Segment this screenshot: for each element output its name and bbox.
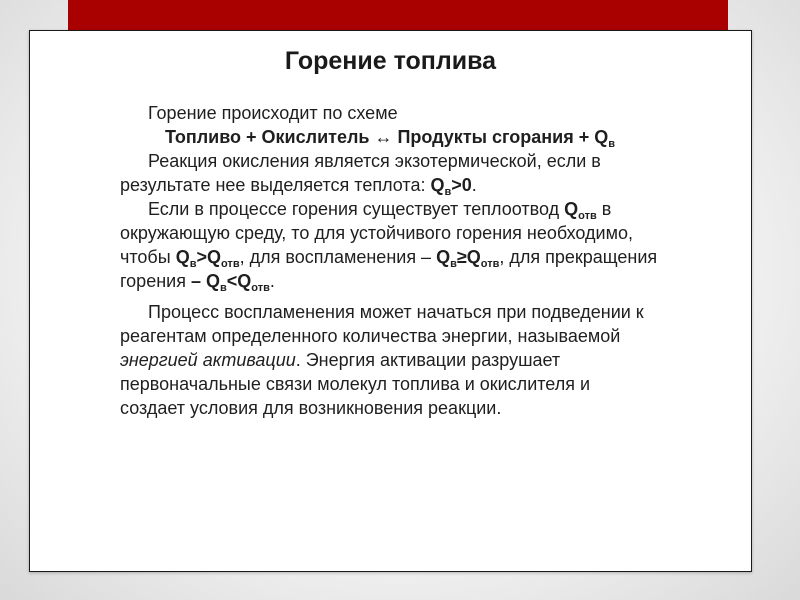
q-condition: >0 — [451, 175, 472, 195]
q-symbol: Q — [430, 175, 445, 195]
sentence-end: . — [269, 271, 275, 291]
paragraph-heat-removal — [120, 197, 660, 293]
stability-text: в окружающую среду, то для устойчивого горения необходимо, чтобы — [120, 199, 633, 267]
heat-removal-text: Если в процессе горения существует теплоотвод — [148, 199, 565, 219]
activation-text: Процесс воспламенения может начаться при подведении к реагентам определенного количества энергии, называемой — [120, 302, 644, 346]
slide-content — [120, 101, 660, 420]
q-comparison: <Q — [226, 271, 252, 291]
q-subscript: в — [450, 258, 457, 270]
slide-title: Горение топлива — [284, 47, 497, 75]
q-subscript: отв — [220, 258, 240, 270]
header-accent-bar — [68, 0, 728, 30]
activation-text-end: . Энергия активации разрушает первоначальные связи молекул топлива и окислителя и создает условия для возникновения реакции. — [120, 350, 591, 418]
slide-panel — [29, 30, 752, 572]
q-symbol: Q — [175, 247, 190, 267]
scheme-intro-text: Горение происходит по схеме — [148, 103, 398, 123]
q-comparison: ≥Q — [456, 247, 481, 267]
paragraph-scheme-intro — [120, 101, 660, 125]
q-subscript: в — [219, 282, 227, 294]
q-subscript: отв — [251, 282, 270, 294]
sentence-end: . — [471, 175, 477, 195]
reaction-scheme-text: Топливо + Окислитель ↔ Продукты сгорания + Q — [164, 127, 609, 147]
paragraph-activation-energy — [120, 300, 660, 420]
q-symbol: Q — [436, 247, 451, 267]
reaction-scheme-subscript: в — [608, 138, 615, 150]
q-symbol: – Q — [190, 271, 220, 291]
paragraph-reaction-scheme — [108, 125, 672, 149]
q-symbol: Q — [564, 199, 579, 219]
activation-energy-term: энергией активации — [120, 350, 296, 370]
q-subscript: отв — [480, 258, 500, 270]
q-subscript: отв — [578, 210, 597, 222]
exothermic-text: Реакция окисления является экзотермической, если в результате нее выделяется теплота: — [120, 151, 601, 195]
ignition-text: , для воспламенения – — [239, 247, 437, 267]
termination-text: , для прекращения горения — [120, 247, 658, 291]
q-comparison: >Q — [196, 247, 221, 267]
q-subscript: в — [189, 258, 197, 270]
q-subscript: в — [444, 186, 452, 198]
paragraph-exothermic — [120, 149, 660, 197]
